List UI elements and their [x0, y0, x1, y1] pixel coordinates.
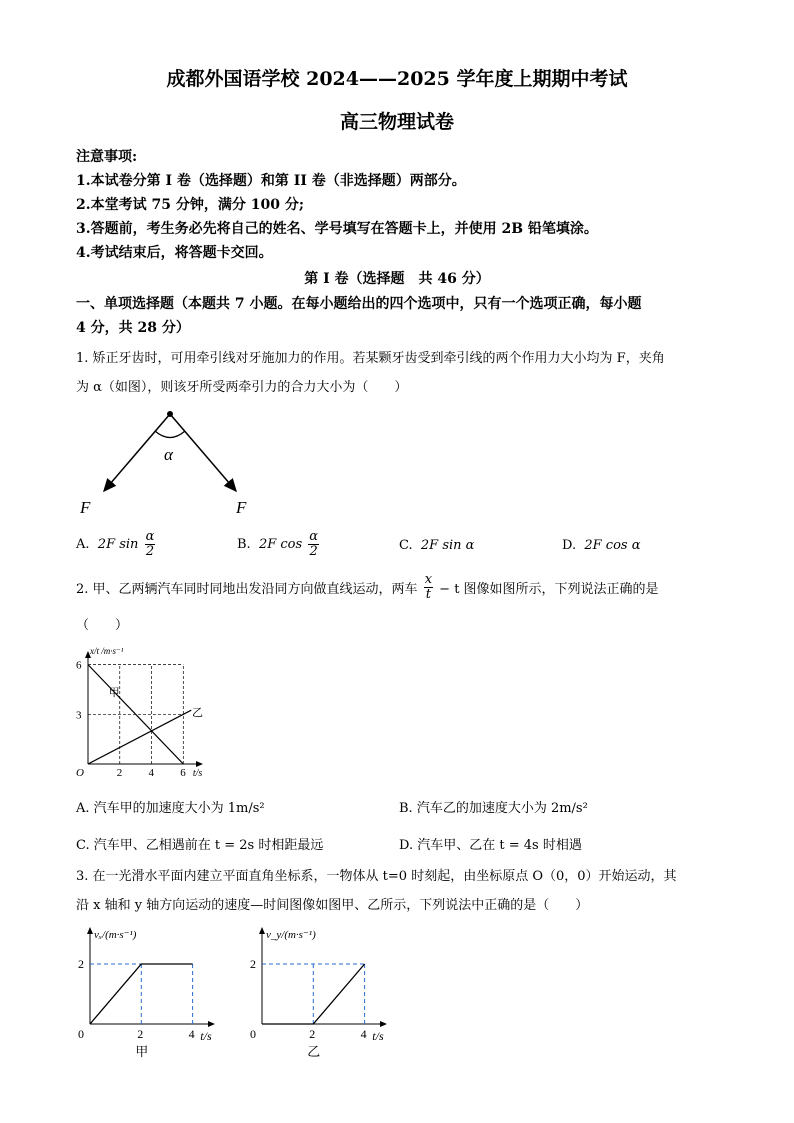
question-text: （ ）: [76, 618, 129, 633]
y-axis-label: x/t /m·s⁻¹: [90, 646, 124, 656]
vx-t-chart: [74, 924, 234, 1064]
series-label-yi: 乙: [192, 706, 204, 719]
x-axis-label: t/s: [372, 1029, 384, 1043]
x-axis-label: t/s: [200, 1029, 212, 1043]
x-tick-label: 4: [148, 767, 155, 779]
section-title: 第 I 卷（选择题 共 46 分）: [304, 271, 490, 287]
y-tick-label: 3: [76, 709, 82, 722]
option-c: C. 汽车甲、乙相遇前在 t = 2s 时相距最远: [76, 838, 324, 853]
exam-title: 成都外国语学校 2024——2025 学年度上期期中考试: [166, 68, 628, 90]
right-force-arrow: [170, 414, 236, 491]
option-d: D. 2F cos α: [562, 538, 641, 553]
option-c: C. 2F sin α: [399, 538, 475, 553]
force-diagram: [70, 400, 270, 525]
chart-caption: 乙: [307, 1044, 321, 1059]
exam-subtitle: 高三物理试卷: [339, 111, 454, 133]
option-b: B. 2F cos $\frac{\alpha}{2}$: [237, 529, 319, 559]
x-tick-label: 4: [360, 1027, 367, 1041]
section-heading: 4 分，共 28 分）: [76, 320, 190, 336]
x-tick-label: 2: [309, 1027, 316, 1041]
question-text: 3. 在一光滑水平面内建立平面直角坐标系，一物体从 t=0 时刻起，由坐标原点 O（0，0）开始运动，其: [76, 869, 677, 884]
angle-arc: [155, 431, 185, 438]
question-text: 2. 甲、乙两辆汽车同时同地出发沿同方向做直线运动，两车 $\frac{x}{t}$ − t 图像如图所示，下列说法正确的是: [76, 572, 659, 602]
y-axis-label: v_y/(m·s⁻¹): [266, 929, 316, 941]
question-text: 沿 x 轴和 y 轴方向运动的速度—时间图像如图甲、乙所示，下列说法中正确的是（ ）: [76, 898, 589, 913]
y-axis-label: vₓ/(m·s⁻¹): [94, 929, 137, 941]
notice-item: 1.本试卷分第 I 卷（选择题）和第 II 卷（非选择题）两部分。: [76, 173, 466, 189]
question-text: 1. 矫正牙齿时，可用牵引线对牙施加力的作用。若某颗牙齿受到牵引线的两个作用力大小均为 F，夹角: [76, 351, 665, 366]
y-tick-label: 2: [250, 957, 256, 971]
option-a: A. 2F sin $\frac{\alpha}{2}$: [76, 529, 155, 559]
x-tick-label: 4: [188, 1027, 195, 1041]
right-force-label: F: [236, 498, 247, 517]
notice-item: 4.考试结束后，将答题卡交回。: [76, 245, 273, 261]
option-d: D. 汽车甲、乙在 t = 4s 时相遇: [399, 838, 582, 853]
left-force-arrow: [104, 414, 170, 491]
notice-item: 2.本堂考试 75 分钟，满分 100 分;: [76, 197, 304, 213]
question-text: 为 α（如图），则该牙所受两牵引力的合力大小为（ ）: [76, 380, 408, 395]
y-tick-label: 2: [78, 957, 84, 971]
origin-label: O: [76, 767, 84, 779]
option-b: B. 汽车乙的加速度大小为 2m/s²: [399, 801, 588, 816]
chart-caption: 甲: [135, 1044, 149, 1059]
vy-t-chart: [246, 924, 416, 1064]
notice-heading: 注意事项:: [76, 149, 138, 165]
xt-t-chart: [72, 644, 212, 784]
x-tick-label: 2: [116, 767, 123, 779]
x-tick-label: 6: [180, 767, 186, 779]
x-tick-label: 2: [137, 1027, 144, 1041]
option-a: A. 汽车甲的加速度大小为 1m/s²: [76, 801, 265, 816]
notice-item: 3.答题前，考生务必先将自己的姓名、学号填写在答题卡上，并使用 2B 铅笔填涂。: [76, 221, 598, 237]
angle-label: α: [164, 445, 173, 464]
y-tick-label: 6: [76, 659, 82, 672]
section-heading: 一、单项选择题（本题共 7 小题。在每小题给出的四个选项中，只有一个选项正确，每小题: [76, 296, 642, 312]
left-force-label: F: [80, 498, 91, 517]
x-axis-label: t/s: [192, 768, 203, 779]
origin-label: 0: [78, 1027, 84, 1041]
origin-label: 0: [250, 1027, 256, 1041]
series-label-jia: 甲: [108, 687, 120, 700]
